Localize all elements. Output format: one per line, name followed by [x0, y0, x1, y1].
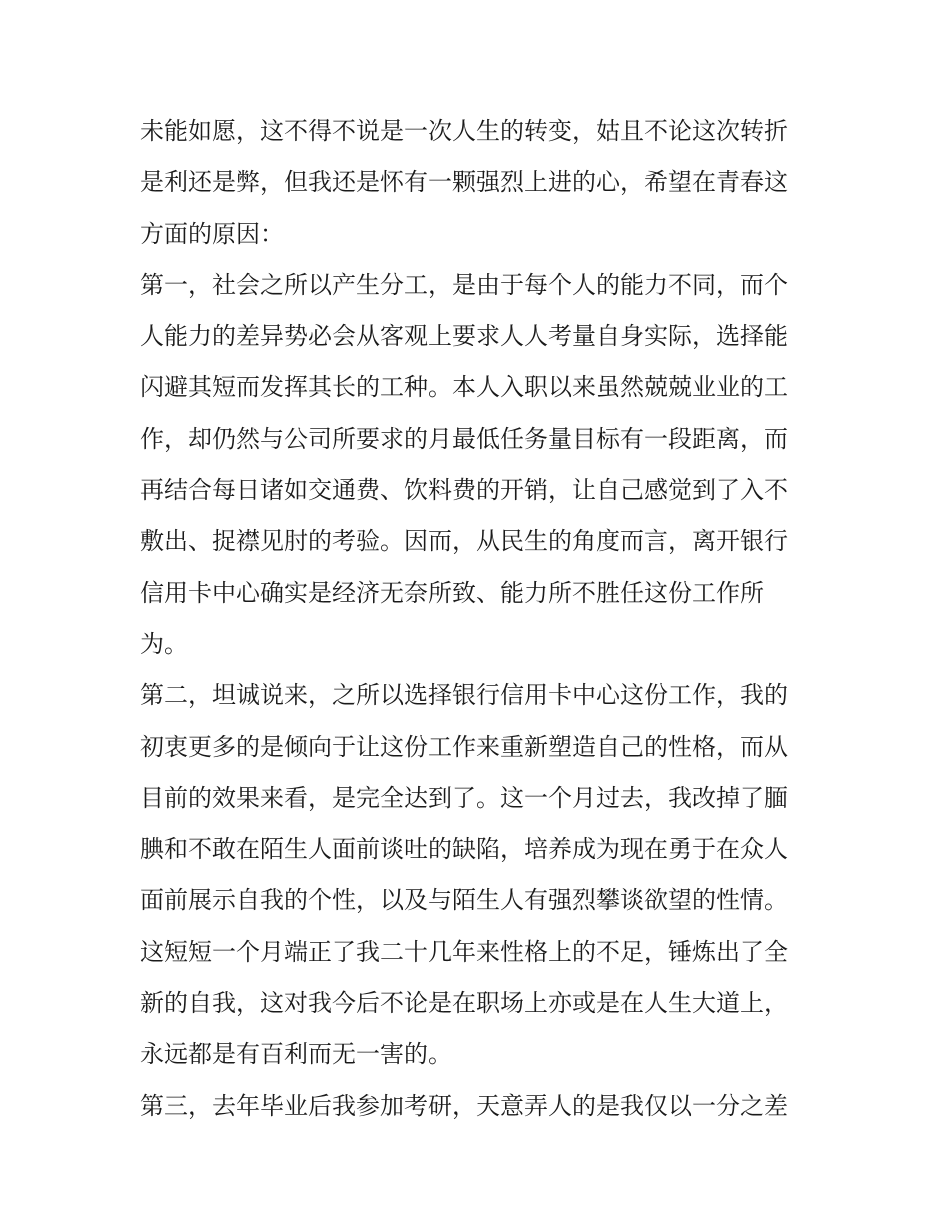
text-line: 这短短一个月端正了我二十几年来性格上的不足，锤炼出了全 [140, 937, 788, 966]
text-line: 面前展示自我的个性，以及与陌生人有强烈攀谈欲望的性情。 [140, 886, 788, 915]
text-line: 腆和不敢在陌生人面前谈吐的缺陷，培养成为现在勇于在众人 [140, 835, 788, 864]
text-line: 目前的效果来看，是完全达到了。这一个月过去，我改掉了腼 [140, 783, 788, 812]
text-line: 为。 [140, 629, 188, 658]
text-line: 再结合每日诸如交通费、饮料费的开销，让自己感觉到了入不 [140, 476, 788, 505]
text-line: 新的自我，这对我今后不论是在职场上亦或是在人生大道上， [140, 989, 788, 1018]
text-line: 初衷更多的是倾向于让这份工作来重新塑造自己的性格，而从 [140, 732, 788, 761]
text-line: 闪避其短而发挥其长的工种。本人入职以来虽然兢兢业业的工 [140, 373, 788, 402]
text-line: 第三，去年毕业后我参加考研，天意弄人的是我仅以一分之差 [140, 1091, 788, 1120]
text-line: 第一，社会之所以产生分工，是由于每个人的能力不同，而个 [140, 270, 788, 299]
text-line: 信用卡中心确实是经济无奈所致、能力所不胜任这份工作所 [140, 578, 764, 607]
text-line: 是利还是弊，但我还是怀有一颗强烈上进的心，希望在青春这 [140, 168, 788, 197]
text-line: 敷出、捉襟见肘的考验。因而，从民生的角度而言，离开银行 [140, 527, 788, 556]
body-text [140, 106, 820, 1132]
text-line: 人能力的差异势必会从客观上要求人人考量自身实际，选择能 [140, 322, 788, 351]
text-line: 第二，坦诚说来，之所以选择银行信用卡中心这份工作，我的 [140, 681, 788, 710]
text-line: 作，却仍然与公司所要求的月最低任务量目标有一段距离，而 [140, 424, 788, 453]
text-line: 方面的原因： [140, 219, 284, 248]
text-line: 未能如愿，这不得不说是一次人生的转变，姑且不论这次转折 [140, 117, 788, 145]
text-line: 永远都是有百利而无一害的。 [140, 1040, 452, 1069]
